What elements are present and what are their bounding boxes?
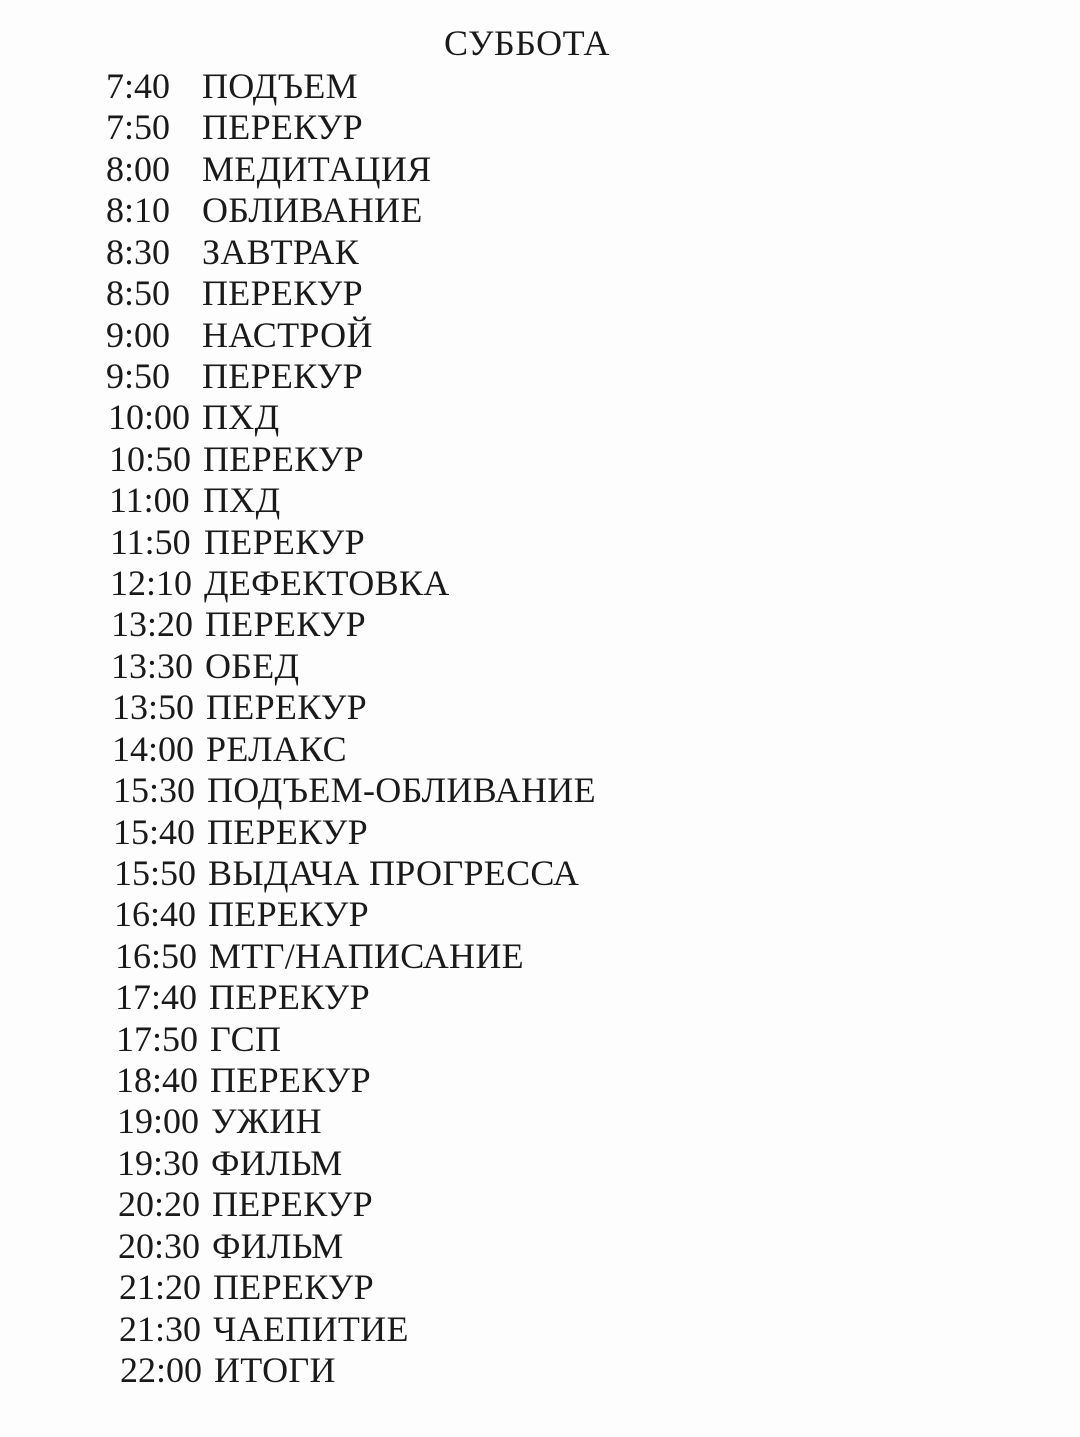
schedule-row [118, 1184, 373, 1224]
schedule-row [112, 729, 347, 769]
schedule-time: 22:00 [120, 1350, 203, 1390]
schedule-event: ПЕРЕКУР [202, 356, 363, 396]
schedule-time: 12:10 [110, 563, 193, 603]
schedule-row [111, 646, 299, 686]
schedule-event: ПЕРЕКУР [209, 977, 370, 1017]
schedule-event: МТГ/НАПИСАНИЕ [209, 936, 524, 976]
schedule-time: 7:40 [106, 66, 171, 106]
schedule-event: ПЕРЕКУР [207, 812, 368, 852]
schedule-row [106, 315, 373, 355]
schedule-time: 17:50 [116, 1019, 199, 1059]
schedule-event: УЖИН [211, 1101, 322, 1141]
schedule-event: ФИЛЬМ [211, 1143, 343, 1183]
schedule-time: 9:00 [106, 315, 171, 355]
schedule-row [106, 66, 358, 106]
schedule-event: ПЕРЕКУР [203, 439, 364, 479]
schedule-event: ПХД [203, 480, 281, 520]
schedule-event: ЧАЕПИТИЕ [213, 1309, 409, 1349]
schedule-event: НАСТРОЙ [202, 315, 373, 355]
schedule-row [116, 1060, 371, 1100]
schedule-time: 15:40 [113, 812, 196, 852]
schedule-row [110, 522, 365, 562]
schedule-event: ГСП [210, 1019, 282, 1059]
schedule-time: 13:50 [112, 687, 195, 727]
schedule-time: 19:30 [117, 1143, 200, 1183]
schedule-row [106, 273, 363, 313]
schedule-event: ПХД [202, 397, 280, 437]
schedule-row [117, 1143, 343, 1183]
schedule-row [106, 232, 359, 272]
schedule-time: 10:00 [108, 397, 191, 437]
schedule-row [116, 1019, 281, 1059]
schedule-time: 20:30 [118, 1226, 201, 1266]
schedule-time: 11:50 [110, 522, 191, 562]
schedule-row [112, 687, 367, 727]
schedule-time: 10:50 [109, 439, 192, 479]
schedule-event: ПЕРЕКУР [202, 273, 363, 313]
schedule-row [106, 190, 423, 230]
schedule-event: ПЕРЕКУР [208, 894, 369, 934]
schedule-row [111, 604, 366, 644]
schedule-event: ПЕРЕКУР [202, 107, 363, 147]
schedule-event: ПЕРЕКУР [206, 687, 367, 727]
schedule-row [113, 770, 596, 810]
schedule-event: ОБЛИВАНИЕ [202, 190, 423, 230]
schedule-row [118, 1226, 344, 1266]
schedule-time: 15:50 [114, 853, 197, 893]
schedule-event: ДЕФЕКТОВКА [204, 563, 450, 603]
schedule-row [108, 397, 279, 437]
schedule-time: 14:00 [112, 729, 195, 769]
schedule-event: ПЕРЕКУР [213, 1267, 374, 1307]
schedule-row [106, 149, 431, 189]
schedule-time: 13:30 [111, 646, 194, 686]
schedule-row [115, 936, 524, 976]
schedule-event: ПЕРЕКУР [205, 604, 366, 644]
schedule-time: 8:00 [106, 149, 171, 189]
schedule-row [120, 1350, 336, 1390]
schedule-event: ПОДЪЕМ [202, 66, 358, 106]
schedule-row [113, 812, 368, 852]
schedule-event: ПОДЪЕМ-ОБЛИВАНИЕ [207, 770, 596, 810]
schedule-time: 16:40 [114, 894, 197, 934]
schedule-time: 15:30 [113, 770, 196, 810]
schedule-event: ФИЛЬМ [212, 1226, 344, 1266]
schedule-event: ПЕРЕКУР [212, 1184, 373, 1224]
schedule-event: ИТОГИ [214, 1350, 336, 1390]
schedule-row [106, 107, 363, 147]
schedule-time: 18:40 [116, 1060, 199, 1100]
schedule-time: 8:30 [106, 232, 171, 272]
schedule-event: ОБЕД [205, 646, 300, 686]
page-title: СУББОТА [444, 23, 610, 63]
schedule-time: 13:20 [111, 604, 194, 644]
schedule-event: МЕДИТАЦИЯ [202, 149, 432, 189]
schedule-time: 20:20 [118, 1184, 201, 1224]
schedule-time: 17:40 [115, 977, 198, 1017]
schedule-time: 7:50 [106, 107, 171, 147]
schedule-row [119, 1309, 409, 1349]
schedule-time: 21:30 [119, 1309, 202, 1349]
schedule-row [106, 356, 363, 396]
schedule-row [119, 1267, 374, 1307]
schedule-event: РЕЛАКС [206, 729, 347, 769]
schedule-time: 19:00 [117, 1101, 200, 1141]
schedule-row [114, 853, 579, 893]
schedule-time: 8:10 [106, 190, 171, 230]
schedule-event: ЗАВТРАК [202, 232, 360, 272]
schedule-event: ВЫДАЧА ПРОГРЕССА [208, 853, 580, 893]
schedule-row [109, 480, 280, 520]
schedule-row [117, 1101, 322, 1141]
schedule-time: 9:50 [106, 356, 171, 396]
schedule-time: 11:00 [109, 480, 190, 520]
schedule-row [109, 439, 364, 479]
schedule-row [114, 894, 369, 934]
schedule-time: 21:20 [119, 1267, 202, 1307]
schedule-row [115, 977, 370, 1017]
schedule-row [110, 563, 450, 603]
schedule-time: 8:50 [106, 273, 171, 313]
schedule-event: ПЕРЕКУР [210, 1060, 371, 1100]
schedule-event: ПЕРЕКУР [204, 522, 365, 562]
schedule-time: 16:50 [115, 936, 198, 976]
